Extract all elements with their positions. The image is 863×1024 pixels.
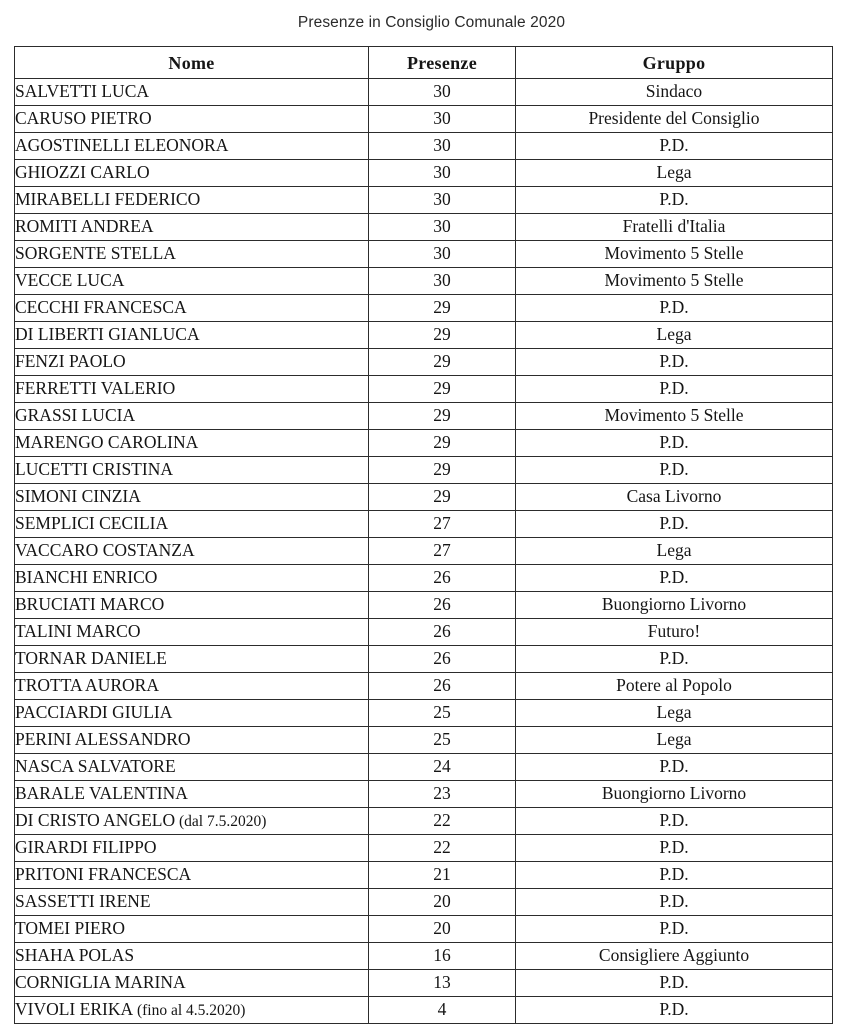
cell-nome-note: (fino al 4.5.2020) (133, 1002, 246, 1020)
cell-gruppo: P.D. (516, 565, 833, 592)
column-header-gruppo: Gruppo (516, 47, 833, 79)
cell-nome: VACCARO COSTANZA (15, 538, 369, 565)
cell-presenze: 29 (369, 484, 516, 511)
cell-gruppo: P.D. (516, 430, 833, 457)
column-header-presenze: Presenze (369, 47, 516, 79)
table-row (15, 241, 833, 268)
cell-presenze: 26 (369, 673, 516, 700)
cell-nome: VIVOLI ERIKA (fino al 4.5.2020) (15, 997, 369, 1024)
cell-presenze: 20 (369, 889, 516, 916)
cell-gruppo: P.D. (516, 295, 833, 322)
cell-presenze: 27 (369, 511, 516, 538)
cell-gruppo: Presidente del Consiglio (516, 106, 833, 133)
cell-presenze: 22 (369, 835, 516, 862)
table-row (15, 970, 833, 997)
cell-nome: FENZI PAOLO (15, 349, 369, 376)
table-row (15, 322, 833, 349)
table-row (15, 619, 833, 646)
table-row (15, 943, 833, 970)
cell-gruppo: Lega (516, 538, 833, 565)
cell-nome: MARENGO CAROLINA (15, 430, 369, 457)
table-row (15, 430, 833, 457)
cell-presenze: 29 (369, 295, 516, 322)
cell-presenze: 30 (369, 133, 516, 160)
cell-gruppo: Lega (516, 700, 833, 727)
cell-presenze: 30 (369, 187, 516, 214)
table-row (15, 916, 833, 943)
table-row (15, 79, 833, 106)
table-row (15, 754, 833, 781)
cell-nome: MIRABELLI FEDERICO (15, 187, 369, 214)
cell-nome: CARUSO PIETRO (15, 106, 369, 133)
cell-gruppo: P.D. (516, 646, 833, 673)
table-row (15, 673, 833, 700)
table-row (15, 160, 833, 187)
cell-presenze: 26 (369, 646, 516, 673)
table-row (15, 835, 833, 862)
cell-presenze: 4 (369, 997, 516, 1024)
cell-gruppo: P.D. (516, 376, 833, 403)
cell-presenze: 30 (369, 79, 516, 106)
table-row (15, 592, 833, 619)
cell-nome: BARALE VALENTINA (15, 781, 369, 808)
cell-nome: ROMITI ANDREA (15, 214, 369, 241)
cell-gruppo: P.D. (516, 808, 833, 835)
cell-nome: SHAHA POLAS (15, 943, 369, 970)
table-row (15, 484, 833, 511)
cell-gruppo: Lega (516, 322, 833, 349)
table-row (15, 457, 833, 484)
cell-gruppo: Casa Livorno (516, 484, 833, 511)
cell-gruppo: P.D. (516, 349, 833, 376)
table-row (15, 187, 833, 214)
cell-nome: DI LIBERTI GIANLUCA (15, 322, 369, 349)
cell-gruppo: Movimento 5 Stelle (516, 403, 833, 430)
cell-nome: DI CRISTO ANGELO (dal 7.5.2020) (15, 808, 369, 835)
cell-nome: CECCHI FRANCESCA (15, 295, 369, 322)
page-title: Presenze in Consiglio Comunale 2020 (297, 14, 566, 31)
cell-gruppo: Movimento 5 Stelle (516, 241, 833, 268)
cell-nome: SASSETTI IRENE (15, 889, 369, 916)
cell-gruppo: Lega (516, 160, 833, 187)
cell-nome: TALINI MARCO (15, 619, 369, 646)
cell-nome: NASCA SALVATORE (15, 754, 369, 781)
cell-presenze: 26 (369, 565, 516, 592)
cell-presenze: 30 (369, 268, 516, 295)
table-header (15, 47, 833, 79)
attendance-table-container (14, 46, 832, 1024)
table-row (15, 862, 833, 889)
cell-presenze: 26 (369, 619, 516, 646)
cell-presenze: 20 (369, 916, 516, 943)
cell-gruppo: P.D. (516, 187, 833, 214)
cell-nome: LUCETTI CRISTINA (15, 457, 369, 484)
table-row (15, 349, 833, 376)
cell-nome-note: (dal 7.5.2020) (175, 813, 267, 831)
cell-presenze: 13 (369, 970, 516, 997)
table-row (15, 889, 833, 916)
cell-gruppo: Consigliere Aggiunto (516, 943, 833, 970)
table-row (15, 538, 833, 565)
table-row (15, 376, 833, 403)
table-row (15, 808, 833, 835)
table-row (15, 268, 833, 295)
cell-gruppo: P.D. (516, 997, 833, 1024)
cell-gruppo: Movimento 5 Stelle (516, 268, 833, 295)
table-row (15, 295, 833, 322)
cell-presenze: 22 (369, 808, 516, 835)
cell-gruppo: P.D. (516, 457, 833, 484)
cell-gruppo: P.D. (516, 862, 833, 889)
cell-presenze: 29 (369, 430, 516, 457)
cell-presenze: 16 (369, 943, 516, 970)
table-row (15, 565, 833, 592)
cell-nome: SALVETTI LUCA (15, 79, 369, 106)
cell-presenze: 29 (369, 349, 516, 376)
cell-gruppo: Lega (516, 727, 833, 754)
table-row (15, 727, 833, 754)
table-row (15, 133, 833, 160)
cell-gruppo: P.D. (516, 133, 833, 160)
cell-presenze: 26 (369, 592, 516, 619)
cell-nome: PERINI ALESSANDRO (15, 727, 369, 754)
cell-nome: GIRARDI FILIPPO (15, 835, 369, 862)
attendance-table (14, 46, 833, 1024)
cell-gruppo: P.D. (516, 970, 833, 997)
cell-nome: TOMEI PIERO (15, 916, 369, 943)
cell-presenze: 30 (369, 160, 516, 187)
cell-gruppo: P.D. (516, 889, 833, 916)
cell-gruppo: Potere al Popolo (516, 673, 833, 700)
cell-nome: FERRETTI VALERIO (15, 376, 369, 403)
cell-nome: SORGENTE STELLA (15, 241, 369, 268)
cell-gruppo: Buongiorno Livorno (516, 781, 833, 808)
table-row (15, 511, 833, 538)
cell-gruppo: Sindaco (516, 79, 833, 106)
cell-nome: TORNAR DANIELE (15, 646, 369, 673)
cell-presenze: 25 (369, 727, 516, 754)
cell-presenze: 29 (369, 376, 516, 403)
cell-presenze: 23 (369, 781, 516, 808)
cell-nome: GHIOZZI CARLO (15, 160, 369, 187)
cell-nome: AGOSTINELLI ELEONORA (15, 133, 369, 160)
table-row (15, 700, 833, 727)
table-body (15, 79, 833, 1024)
table-row (15, 997, 833, 1024)
cell-nome: VECCE LUCA (15, 268, 369, 295)
cell-presenze: 29 (369, 457, 516, 484)
column-header-nome: Nome (15, 47, 369, 79)
cell-presenze: 29 (369, 403, 516, 430)
cell-presenze: 25 (369, 700, 516, 727)
cell-gruppo: Futuro! (516, 619, 833, 646)
cell-gruppo: Buongiorno Livorno (516, 592, 833, 619)
cell-nome: BRUCIATI MARCO (15, 592, 369, 619)
cell-nome: PACCIARDI GIULIA (15, 700, 369, 727)
cell-gruppo: P.D. (516, 916, 833, 943)
cell-presenze: 30 (369, 214, 516, 241)
cell-presenze: 29 (369, 322, 516, 349)
cell-gruppo: P.D. (516, 754, 833, 781)
cell-presenze: 30 (369, 241, 516, 268)
cell-nome: PRITONI FRANCESCA (15, 862, 369, 889)
table-header-row (15, 47, 833, 79)
cell-presenze: 21 (369, 862, 516, 889)
cell-presenze: 27 (369, 538, 516, 565)
cell-gruppo: P.D. (516, 835, 833, 862)
cell-presenze: 24 (369, 754, 516, 781)
cell-nome: TROTTA AURORA (15, 673, 369, 700)
table-row (15, 781, 833, 808)
cell-gruppo: Fratelli d'Italia (516, 214, 833, 241)
cell-nome: GRASSI LUCIA (15, 403, 369, 430)
cell-nome: SIMONI CINZIA (15, 484, 369, 511)
cell-nome: SEMPLICI CECILIA (15, 511, 369, 538)
cell-presenze: 30 (369, 106, 516, 133)
table-row (15, 214, 833, 241)
cell-nome: CORNIGLIA MARINA (15, 970, 369, 997)
table-row (15, 106, 833, 133)
cell-gruppo: P.D. (516, 511, 833, 538)
table-row (15, 403, 833, 430)
table-row (15, 646, 833, 673)
cell-nome: BIANCHI ENRICO (15, 565, 369, 592)
